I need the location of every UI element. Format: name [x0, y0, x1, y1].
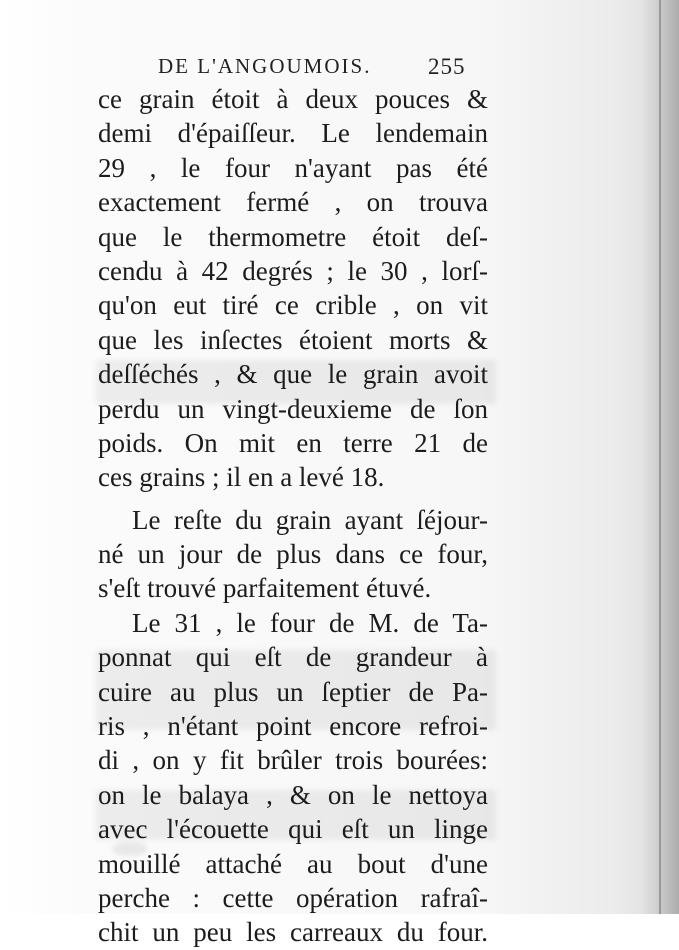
text-line: que le thermometre étoit deſ-	[98, 221, 488, 252]
body-text	[98, 82, 488, 950]
text-line: qu'on eut tiré ce crible , on vit	[98, 290, 488, 321]
text-line: deſſéchés , & que le grain avoit	[98, 359, 488, 390]
page-edge-line	[659, 0, 661, 914]
text-line: cuire au plus un ſeptier de Pa-	[98, 676, 488, 707]
text-line: perche : cette opération rafraî-	[98, 882, 488, 913]
text-line: s'eſt trouvé parfaitement étuvé.	[98, 573, 432, 604]
page-number: 255	[428, 54, 466, 79]
text-line: avec l'écouette qui eſt un linge	[98, 814, 488, 845]
text-line: demi d'épaiſſeur. Le lendemain	[98, 118, 488, 149]
text-line: perdu un vingt-deuxieme de ſon	[98, 393, 488, 424]
text-line: exactement fermé , on trouva	[98, 187, 488, 218]
text-line: né un jour de plus dans ce four,	[98, 539, 488, 570]
text-line: que les inſectes étoient morts &	[98, 324, 488, 355]
running-title: DE L'ANGOUMOIS.	[158, 54, 372, 78]
text-line: ponnat qui eſt de grandeur à	[98, 642, 488, 673]
text-line: 29 , le four n'ayant pas été	[98, 152, 488, 183]
running-head	[158, 54, 478, 84]
text-line: di , on y fit brûler trois bourées:	[98, 745, 488, 776]
text-line: cendu à 42 degrés ; le 30 , lorſ-	[98, 255, 488, 286]
text-line: poids. On mit en terre 21 de	[98, 427, 488, 458]
text-line: ris , n'étant point encore refroi-	[98, 711, 488, 742]
text-line: mouillé attaché au bout d'une	[98, 848, 488, 879]
text-line: on le balaya , & on le nettoya	[98, 779, 488, 810]
text-line: ce grain étoit à deux pouces &	[98, 84, 488, 114]
text-line: ces grains ; il en a levé 18.	[98, 462, 385, 493]
text-line: chit un peu les carreaux du four.	[98, 917, 488, 948]
paragraph-start-line: Le 31 , le four de M. de Ta-	[132, 607, 488, 638]
paragraph-start-line: Le reſte du grain ayant ſéjour-	[132, 504, 488, 535]
